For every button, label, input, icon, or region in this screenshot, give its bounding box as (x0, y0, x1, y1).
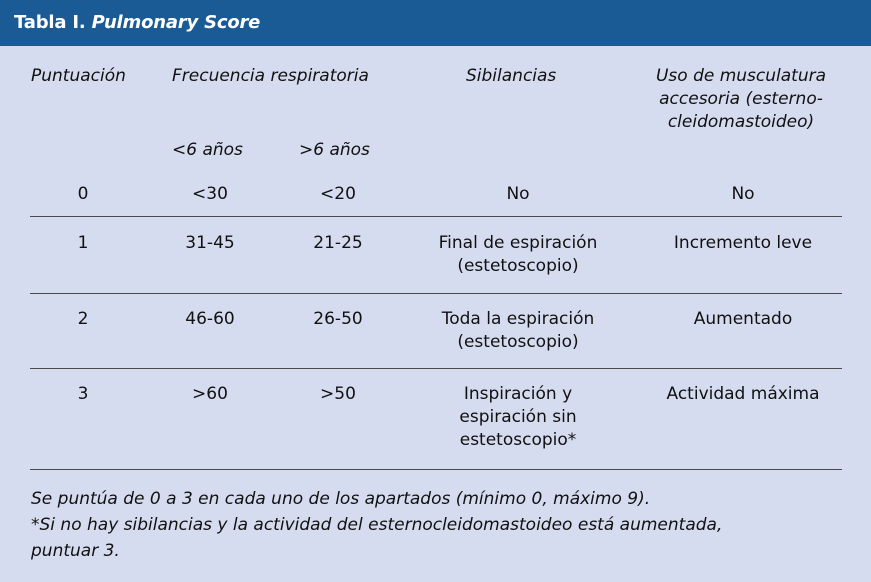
row-0-wheezing-line: No (506, 184, 530, 204)
row-1-wheezing-line: (estetoscopio) (457, 256, 579, 276)
row-divider (30, 216, 842, 217)
header-accessory-muscle-line3: cleidomastoideo) (667, 112, 815, 132)
row-0-accessory-muscle: No (731, 184, 755, 204)
header-accessory-muscle (636, 65, 846, 134)
row-0-over-6: <20 (320, 184, 356, 204)
row-3-wheezing-line: espiración sin (459, 407, 577, 427)
row-2-accessory-muscle: Aumentado (693, 309, 793, 329)
row-1-accessory-muscle: Incremento leve (673, 233, 813, 253)
row-2-under-6: 46-60 (185, 309, 235, 329)
header-age-under-6: <6 años (172, 140, 243, 160)
row-3-over-6: >50 (320, 384, 356, 404)
table-title-prefix: Tabla I. (14, 12, 86, 33)
header-respiratory-rate: Frecuencia respiratoria (172, 66, 369, 86)
row-0-under-6: <30 (192, 184, 228, 204)
header-score: Puntuación (31, 66, 126, 86)
row-0-wheezing (408, 183, 628, 206)
row-2-wheezing-line: Toda la espiración (441, 309, 595, 329)
row-2-wheezing (408, 308, 628, 354)
header-accessory-muscle-line2: accesoria (esterno- (659, 89, 823, 109)
row-3-accessory-muscle: Actividad máxima (666, 384, 820, 404)
row-divider (30, 368, 842, 369)
row-2-wheezing-line: (estetoscopio) (457, 332, 579, 352)
footnote-scoring-range: Se puntúa de 0 a 3 en cada uno de los apartados (mínimo 0, máximo 9). (31, 489, 651, 509)
row-1-wheezing-line: Final de espiración (438, 233, 598, 253)
header-wheezing: Sibilancias (466, 66, 557, 86)
row-divider (30, 469, 842, 470)
row-2-over-6: 26-50 (313, 309, 363, 329)
footnote-asterisk-continued: puntuar 3. (31, 541, 120, 561)
header-accessory-muscle-line1: Uso de musculatura (655, 66, 827, 86)
row-divider (30, 293, 842, 294)
row-2-score: 2 (77, 309, 89, 329)
row-1-score: 1 (77, 233, 89, 253)
row-1-over-6: 21-25 (313, 233, 363, 253)
table-title-name: Pulmonary Score (91, 12, 261, 33)
row-0-score: 0 (77, 184, 89, 204)
row-3-under-6: >60 (192, 384, 228, 404)
row-3-score: 3 (77, 384, 89, 404)
row-3-wheezing (408, 383, 628, 452)
row-1-wheezing (408, 232, 628, 278)
table-title-bar (0, 0, 871, 46)
row-1-under-6: 31-45 (185, 233, 235, 253)
row-3-wheezing-line: estetoscopio* (459, 430, 577, 450)
header-age-over-6: >6 años (299, 140, 370, 160)
footnote-asterisk: *Si no hay sibilancias y la actividad del esternocleidomastoideo está aumentada, (31, 515, 723, 535)
row-3-wheezing-line: Inspiración y (463, 384, 573, 404)
